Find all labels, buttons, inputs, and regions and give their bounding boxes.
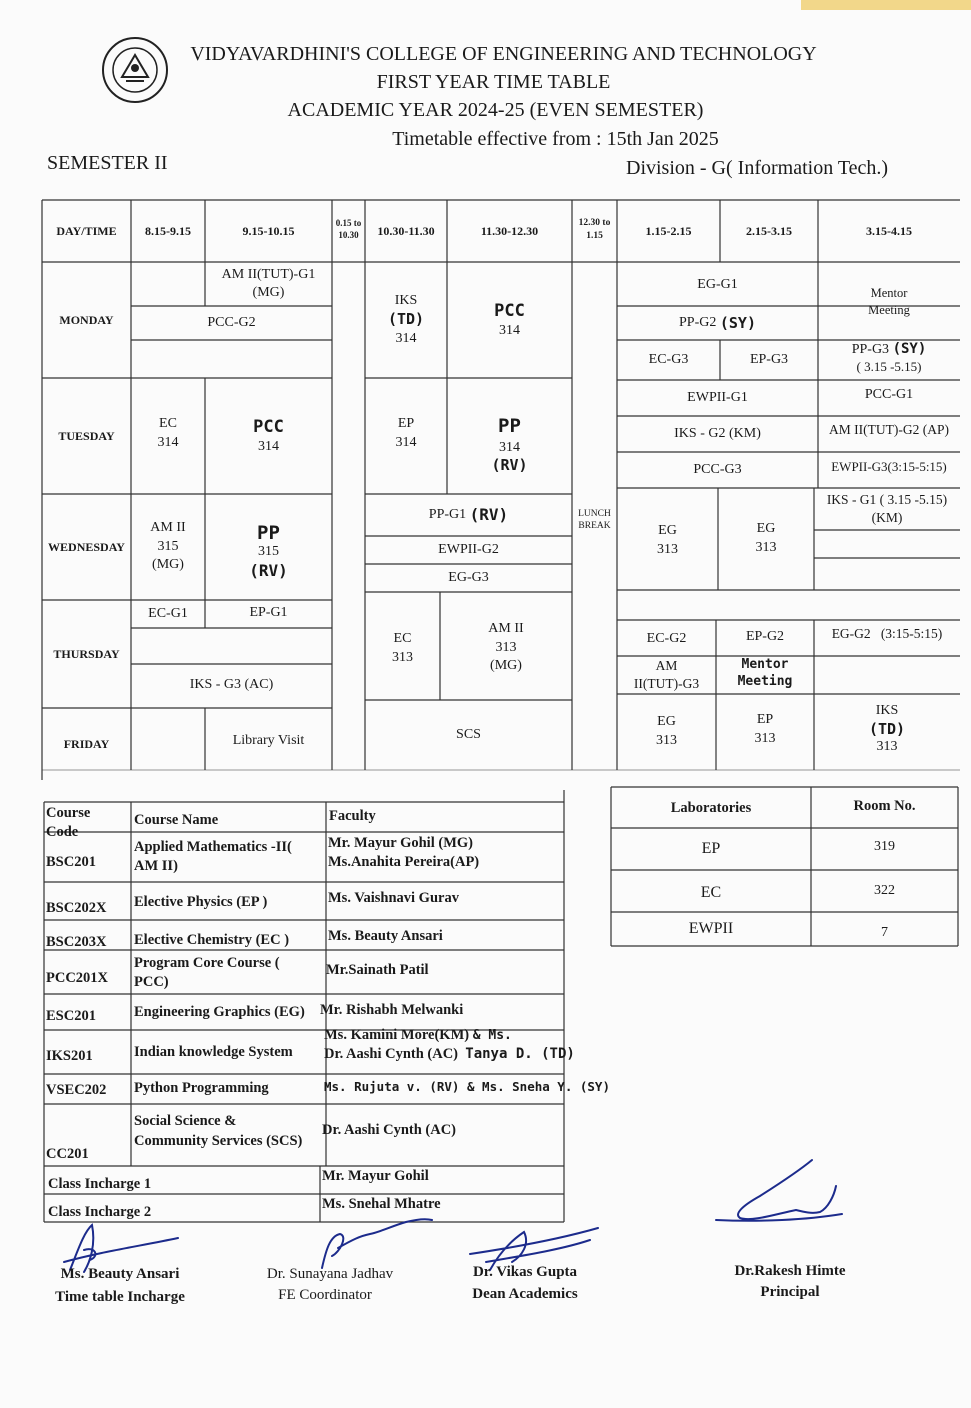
mon-pcc-g2: PCC-G2 (207, 315, 256, 331)
course-code: CC201 (46, 1145, 89, 1162)
course-name-b: PCC) (134, 973, 169, 990)
course-faculty: Dr. Aashi Cynth (AC) (322, 1121, 457, 1138)
fri-iks-c: 313 (876, 739, 898, 755)
wed-pp-g1-b: (RV) (469, 504, 509, 524)
course-code: PCC201X (46, 969, 109, 986)
signature-role: Time table Incharge (55, 1289, 185, 1305)
mon-am2-tut-g1-b: (MG) (252, 285, 285, 300)
course-code: IKS201 (46, 1047, 93, 1064)
semester-label: SEMESTER II (47, 152, 168, 174)
tue-ec-a: EC (159, 416, 177, 432)
course-name-a: Social Science & (134, 1113, 237, 1129)
signature-sunayana-jadhav-icon (322, 1219, 432, 1268)
header-day-time: DAY/TIME (56, 223, 117, 238)
course-faculty: Ms. Rujuta v. (RV) & Ms. Sneha Y. (SY) (324, 1078, 610, 1094)
course-faculty-a: Mr. Mayur Gohil (MG) (328, 835, 473, 851)
mon-iks-a: IKS (394, 293, 418, 309)
labs-header-lab: Laboratories (670, 799, 752, 816)
college-name: VIDYAVARDHINI'S COLLEGE OF ENGINEERING AND TECHNOLOGY (190, 43, 817, 65)
fri-iks-b: (TD) (868, 719, 906, 738)
course-faculty: Ms. Beauty Ansari (328, 927, 443, 944)
course-code: BSC201 (46, 853, 96, 870)
header-slot-5: 1.15-2.15 (645, 223, 692, 238)
signature-role: FE Coordinator (278, 1287, 372, 1303)
thu-mentor-a: Mentor (741, 657, 789, 673)
day-tuesday: TUESDAY (58, 428, 115, 443)
thu-am2-c: (MG) (490, 658, 522, 674)
course-faculty-a: Ms. Kamini More(KM) (324, 1027, 470, 1043)
class-incharge-1-label: Class Incharge 1 (48, 1175, 152, 1192)
wed-ewpii-g2: EWPII-G2 (438, 542, 499, 558)
course-code: VSEC202 (46, 1081, 107, 1098)
fri-library: Library Visit (232, 733, 305, 749)
course-name-a: Program Core Course ( (134, 955, 280, 971)
class-incharge-2-name: Ms. Snehal Mhatre (322, 1195, 441, 1212)
wed-eg-2-b: 313 (755, 540, 777, 555)
signature-name: Ms. Beauty Ansari (60, 1266, 180, 1282)
thu-ep-g1: EP-G1 (249, 605, 288, 621)
thu-eg-g2-a: EG-G2 (831, 625, 871, 641)
fri-eg-a: EG (657, 714, 676, 730)
course-faculty: Mr.Sainath Patil (326, 961, 429, 978)
header-slot-3: 10.30-11.30 (377, 223, 435, 238)
lab-name: EC (700, 883, 722, 901)
mon-pp-g2-a: PP-G2 (679, 315, 717, 331)
fri-ep-b: 313 (754, 731, 776, 746)
mon-am2-tut-g1-a: AM II(TUT)-G1 (221, 266, 316, 282)
effective-date: Timetable effective from : 15th Jan 2025 (392, 128, 719, 150)
tue-pp-a: PP (498, 415, 521, 437)
signature-role: Principal (760, 1284, 820, 1300)
courses-header-name: Course Name (134, 811, 219, 828)
wed-am2-a: AM II (150, 519, 186, 535)
mon-pp-g3-c: ( 3.15 -5.15) (856, 358, 922, 374)
mon-pp-g2-b: (SY) (719, 313, 756, 332)
day-wednesday: WEDNESDAY (48, 539, 125, 554)
academic-year: ACADEMIC YEAR 2024-25 (EVEN SEMESTER) (287, 99, 704, 121)
header-break-2-a: 12.30 to (578, 217, 611, 228)
header-break-1-a: 0.15 to (335, 218, 362, 229)
wed-am2-b: 315 (157, 538, 179, 554)
tue-pcc-g1: PCC-G1 (864, 387, 914, 403)
document-title: FIRST YEAR TIME TABLE (376, 71, 611, 93)
mon-iks-c: 314 (395, 330, 417, 346)
class-incharge-1-name: Mr. Mayur Gohil (322, 1167, 429, 1184)
mon-pp-g3-a: PP-G3 (851, 342, 890, 358)
tue-pp-c: (RV) (491, 456, 528, 475)
signature-beauty-ansari-icon (64, 1225, 178, 1272)
mon-pcc-b: 314 (499, 322, 520, 338)
wed-iks-g1-b: (KM) (871, 510, 903, 525)
tue-ec-b: 314 (157, 435, 179, 450)
mon-mentor-b: Meeting (868, 303, 910, 317)
course-code: ESC201 (46, 1007, 96, 1024)
course-name: Engineering Graphics (EG) (134, 1003, 305, 1020)
wed-eg-1-b: 313 (657, 542, 678, 557)
thu-ec-a: EC (393, 631, 412, 647)
tue-ewpii-g3: EWPII-G3(3:15-5:15) (831, 458, 947, 474)
day-monday: MONDAY (59, 312, 114, 327)
courses-header-code-b: Code (46, 823, 79, 840)
course-name: Elective Chemistry (EC ) (134, 931, 290, 948)
lunch-break-b: BREAK (578, 521, 611, 531)
signature-name: Dr. Sunayana Jadhav (266, 1266, 394, 1282)
thu-ec-g1: EC-G1 (148, 606, 188, 622)
thu-am-tut-g3-a: AM (655, 658, 678, 674)
course-faculty-b-hand: Tanya D. (TD) (465, 1045, 575, 1062)
wed-eg-2-a: EG (756, 521, 776, 537)
tue-pcc-b: 314 (258, 438, 279, 454)
course-name: Elective Physics (EP ) (134, 893, 268, 910)
thu-am2-b: 313 (495, 639, 517, 655)
header-break-2-b: 1.15 (586, 231, 603, 241)
thu-am2-a: AM II (488, 620, 524, 636)
lunch-break-a: LUNCH (578, 508, 611, 519)
tue-iks-g2: IKS - G2 (KM) (674, 426, 761, 442)
fri-scs: SCS (456, 727, 481, 743)
signature-name: Dr. Vikas Gupta (472, 1264, 578, 1280)
course-faculty-b: Dr. Aashi Cynth (AC) (324, 1045, 459, 1062)
course-faculty-b: Ms.Anahita Pereira(AP) (328, 853, 480, 870)
labs-header-room: Room No. (853, 797, 916, 814)
course-name-b: Community Services (SCS) (134, 1132, 303, 1149)
signature-rakesh-himte-icon (716, 1160, 842, 1221)
tue-pcc-a: PCC (253, 416, 284, 437)
wed-eg-1-a: EG (658, 523, 677, 539)
fri-iks-a: IKS (875, 703, 899, 719)
class-incharge-2-label: Class Incharge 2 (48, 1203, 152, 1220)
header-slot-1: 8.15-9.15 (145, 223, 191, 238)
thu-mentor-b: Meeting (737, 674, 793, 689)
lab-room: 322 (874, 883, 895, 899)
tue-ep-a: EP (397, 416, 415, 432)
signature-role: Dean Academics (472, 1286, 578, 1302)
thu-ec-g2: EC-G2 (646, 631, 687, 647)
mon-pp-g3-b: (SY) (892, 341, 927, 358)
mon-pcc-a: PCC (494, 300, 525, 321)
wed-iks-g1-a: IKS - G1 ( 3.15 -5.15) (826, 492, 948, 508)
wed-am2-c: (MG) (152, 557, 184, 573)
day-thursday: THURSDAY (53, 646, 120, 661)
lab-name: EWPII (688, 919, 734, 937)
wed-pp-b: 315 (258, 544, 279, 560)
mon-ep-g3: EP-G3 (749, 352, 789, 368)
thu-ep-g2: EP-G2 (745, 629, 785, 645)
mon-mentor-a: Mentor (870, 286, 908, 301)
mon-iks-b: (TD) (387, 310, 425, 329)
tue-am2-tut-g2: AM II(TUT)-G2 (AP) (829, 421, 949, 437)
header-slot-7: 3.15-4.15 (866, 223, 912, 238)
course-faculty-a-hand: & Ms. (472, 1028, 512, 1043)
courses-header-faculty: Faculty (329, 807, 376, 824)
signature-name: Dr.Rakesh Himte (734, 1263, 846, 1279)
day-friday: FRIDAY (63, 736, 110, 751)
header-break-1-b: 10.30 (338, 230, 359, 240)
wed-pp-c: (RV) (249, 561, 288, 581)
wed-eg-g3: EG-G3 (448, 570, 489, 586)
lab-room: 319 (874, 839, 895, 855)
tue-ewpii-g1: EWPII-G1 (687, 390, 748, 406)
course-code: BSC203X (46, 933, 107, 950)
header-slot-6: 2.15-3.15 (746, 223, 792, 238)
course-name-a: Applied Mathematics -II( (134, 839, 292, 855)
thu-am-tut-g3-b: II(TUT)-G3 (633, 676, 700, 691)
thu-eg-g2-b: (3:15-5:15) (880, 625, 943, 641)
lab-room: 7 (881, 925, 888, 941)
mon-ec-g3: EC-G3 (648, 352, 689, 368)
division-label: Division - G( Information Tech.) (626, 157, 889, 179)
fri-eg-b: 313 (656, 733, 677, 748)
tue-ep-b: 314 (395, 435, 417, 450)
header-slot-2: 9.15-10.15 (242, 223, 295, 238)
fri-ep-a: EP (756, 712, 774, 728)
tue-pcc-g3: PCC-G3 (693, 462, 742, 478)
course-name-b: AM II) (134, 857, 178, 874)
thu-iks-g3: IKS - G3 (AC) (189, 677, 274, 693)
courses-header-code-a: Course (46, 805, 91, 821)
thu-ec-b: 313 (392, 650, 413, 665)
course-faculty: Mr. Rishabh Melwanki (320, 1001, 464, 1018)
wed-pp-g1-a: PP-G1 (428, 507, 467, 523)
course-name: Indian knowledge System (134, 1043, 293, 1060)
course-faculty: Ms. Vaishnavi Gurav (328, 889, 459, 906)
mon-eg-g1: EG-G1 (697, 277, 738, 293)
header-slot-4: 11.30-12.30 (480, 223, 539, 238)
course-name: Python Programming (134, 1079, 269, 1096)
course-code: BSC202X (46, 899, 107, 916)
lab-name: EP (701, 839, 721, 857)
wed-pp-a: PP (257, 521, 280, 544)
tue-pp-b: 314 (499, 439, 520, 455)
